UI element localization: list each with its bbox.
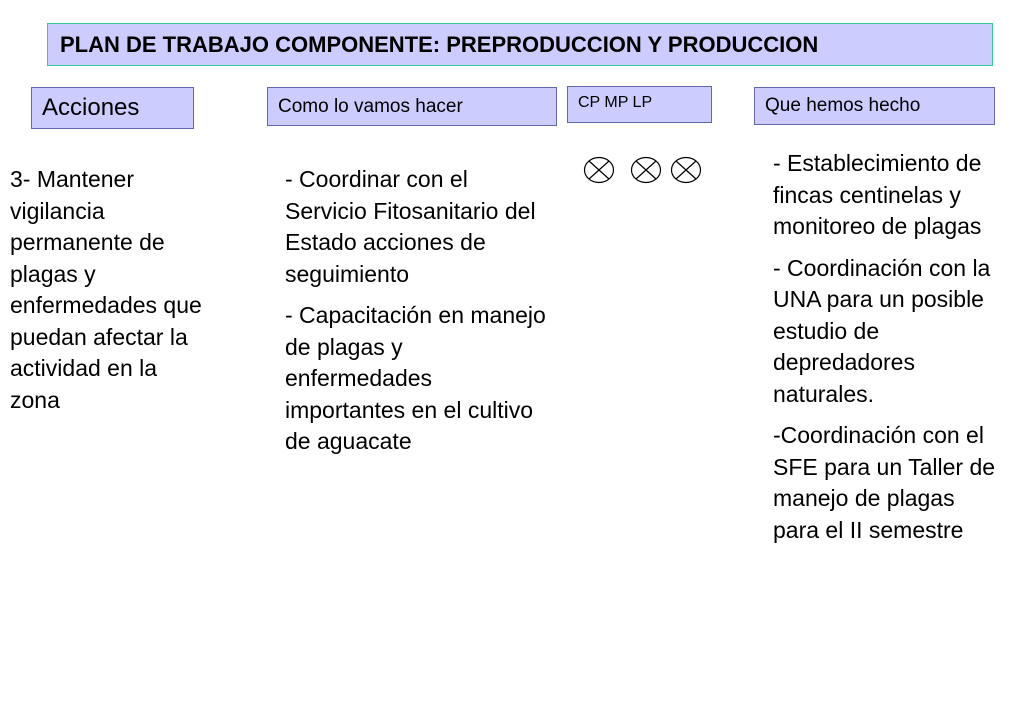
accion-text: 3- Mantener vigilancia permanente de plagas y enfermedades que puedan afectar la actividad en la zona: [10, 166, 202, 413]
que-item: -Coordinación con el SFE para un Taller de manejo de plagas para el II semestre: [773, 422, 996, 543]
cross-circle-icon: [630, 155, 662, 185]
header-que-hemos-hecho: Que hemos hecho: [754, 87, 995, 125]
que-item: - Coordinación con la UNA para un posible estudio de depredadores naturales.: [773, 254, 991, 407]
como-item: - Capacitación en manejo de plagas y enfermedades importantes en el cultivo de aguacate: [285, 302, 546, 454]
cross-circle-icon: [583, 155, 615, 185]
header-acciones: Acciones: [31, 87, 194, 129]
header-como-lo-vamos-hacer: Como lo vamos hacer: [267, 87, 557, 126]
que-item: - Establecimiento de fincas centinelas y monitoreo de plagas: [773, 150, 982, 239]
que-column: [773, 148, 1003, 556]
como-item: - Coordinar con el Servicio Fitosanitario del Estado acciones de seguimiento: [285, 166, 536, 287]
cross-circle-icon: [670, 155, 702, 185]
page-title: PLAN DE TRABAJO COMPONENTE: PREPRODUCCION Y PRODUCCION: [47, 23, 993, 66]
header-plazos: CP MP LP: [567, 86, 712, 123]
como-column: [285, 164, 555, 468]
plazo-marks: [583, 155, 708, 185]
acciones-column: [10, 164, 210, 426]
